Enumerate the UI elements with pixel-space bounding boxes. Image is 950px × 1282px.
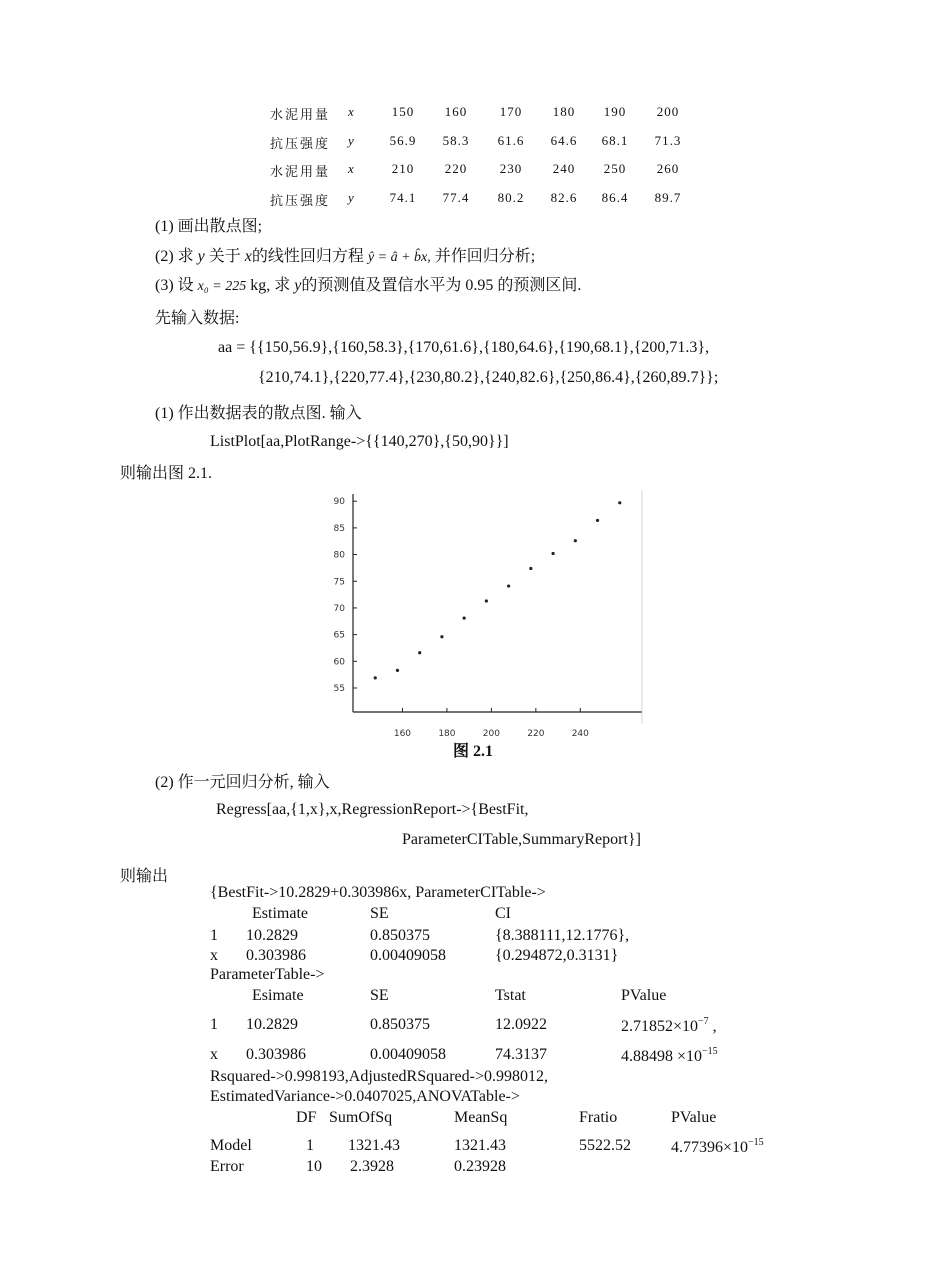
row1-var: x xyxy=(348,104,356,119)
regress-command-1: Regress[aa,{1,x},x,RegressionReport->{BestFit, xyxy=(216,801,529,818)
row3-value: 210 xyxy=(391,161,415,176)
data-point xyxy=(551,552,554,555)
y-tick-label: 60 xyxy=(333,657,345,668)
data-point xyxy=(418,651,421,654)
aa-line-1: aa = {{150,56.9},{160,58.3},{170,61.6},{180,64.6},{190,68.1},{200,71.3}, xyxy=(218,339,710,356)
estimated-variance-line: EstimatedVariance->0.0407025,ANOVATable-> xyxy=(210,1088,520,1105)
anova-header-meansq: MeanSq xyxy=(454,1109,508,1126)
pt-row-2-pvalue-mantissa: 4.88498 ×10 xyxy=(621,1048,703,1065)
ci-row-1-label: 1 xyxy=(210,927,218,944)
ci-header-ci: CI xyxy=(495,905,511,922)
y-tick-label: 70 xyxy=(333,603,345,614)
anova-header-fratio: Fratio xyxy=(579,1109,618,1126)
output-figure-text: 则输出图 2.1. xyxy=(120,465,213,482)
anova-header-sumofsq: SumOfSq xyxy=(329,1109,393,1126)
row1-value: 160 xyxy=(444,104,468,119)
q3-mid: 求 xyxy=(274,277,291,294)
anova-header-df: DF xyxy=(296,1109,317,1126)
row4-value: 82.6 xyxy=(550,190,578,205)
data-point xyxy=(618,501,621,504)
row2-value: 71.3 xyxy=(654,133,682,148)
x-tick-label: 240 xyxy=(571,729,589,739)
y-tick-label: 80 xyxy=(333,550,345,561)
pt-row-1-pvalue-mantissa: 2.71852×10 xyxy=(621,1018,699,1035)
x-tick-label: 200 xyxy=(482,729,500,739)
row2-value: 68.1 xyxy=(601,133,629,148)
listplot-command: ListPlot[aa,PlotRange->{{140,270},{50,90}}] xyxy=(210,433,509,450)
row1-value: 200 xyxy=(656,104,680,119)
x-tick-label: 160 xyxy=(393,729,412,739)
q3-var-y: y xyxy=(294,277,302,294)
pt-row-1-pvalue xyxy=(621,1016,717,1036)
row3-value: 230 xyxy=(499,161,523,176)
ci-row-2-label: x xyxy=(210,947,218,964)
y-tick-label: 55 xyxy=(333,683,345,694)
anova-model-sumofsq: 1321.43 xyxy=(348,1137,400,1154)
row4-value: 74.1 xyxy=(389,190,417,205)
x-tick-label: 180 xyxy=(438,729,456,739)
q2-equation: ŷ = â + b̂x, xyxy=(367,250,431,265)
pt-row-2-pvalue-exponent: −15 xyxy=(702,1046,718,1057)
data-point xyxy=(374,676,377,679)
anova-error-df: 10 xyxy=(306,1158,322,1175)
row2-var: y xyxy=(348,133,356,148)
ci-row-1-se: 0.850375 xyxy=(370,927,430,944)
row4-label: 抗压强度 xyxy=(270,193,331,208)
anova-model-label: Model xyxy=(210,1137,252,1154)
aa-line-2: {210,74.1},{220,77.4},{230,80.2},{240,82.6},{250,86.4},{260,89.7}}; xyxy=(258,369,719,386)
row4-value: 86.4 xyxy=(601,190,629,205)
anova-model-meansq: 1321.43 xyxy=(454,1137,506,1154)
q2-var-y: y xyxy=(197,248,205,265)
x-tick-label: 220 xyxy=(527,729,545,739)
pt-header-estimate: Esimate xyxy=(252,987,304,1004)
anova-header-pvalue: PValue xyxy=(671,1109,717,1126)
data-point xyxy=(440,635,443,638)
pt-row-1-label: 1 xyxy=(210,1016,218,1033)
y-tick-label: 90 xyxy=(333,497,345,508)
y-tick-label: 85 xyxy=(333,523,345,534)
anova-model-pvalue xyxy=(671,1137,764,1157)
q3-prefix: (3) 设 xyxy=(155,277,194,294)
row1-value: 190 xyxy=(603,104,627,119)
scatter-chart xyxy=(320,490,660,750)
q2-var-x: x xyxy=(244,248,252,265)
anova-model-df: 1 xyxy=(306,1137,314,1154)
regress-command-2: ParameterCITable,SummaryReport}] xyxy=(402,831,641,848)
q2-suffix: 并作回归分析; xyxy=(434,248,536,265)
row2-value: 56.9 xyxy=(389,133,417,148)
ci-header-se: SE xyxy=(370,905,389,922)
pt-row-1-pvalue-exponent: −7 xyxy=(698,1016,709,1027)
ci-row-1-estimate: 10.2829 xyxy=(246,927,298,944)
data-point xyxy=(463,616,466,619)
ci-row-2-se: 0.00409058 xyxy=(370,947,446,964)
row3-value: 250 xyxy=(603,161,627,176)
row4-var: y xyxy=(348,190,356,205)
y-tick-label: 65 xyxy=(333,630,345,641)
row3-value: 260 xyxy=(656,161,680,176)
data-point xyxy=(396,669,399,672)
row1-value: 170 xyxy=(499,104,523,119)
q2-mid1: 关于 xyxy=(208,248,241,265)
row2-label: 抗压强度 xyxy=(270,136,331,151)
anova-error-meansq: 0.23928 xyxy=(454,1158,506,1175)
row2-value: 61.6 xyxy=(497,133,525,148)
row2-value: 64.6 xyxy=(550,133,578,148)
step-1-text: (1) 作出数据表的散点图. 输入 xyxy=(155,405,362,422)
input-intro: 先输入数据: xyxy=(155,310,240,327)
row2-value: 58.3 xyxy=(442,133,470,148)
row3-var: x xyxy=(348,161,356,176)
step-2-text: (2) 作一元回归分析, 输入 xyxy=(155,774,330,791)
pt-row-2-pvalue xyxy=(621,1046,718,1066)
pt-row-1-tstat: 12.0922 xyxy=(495,1016,547,1033)
pt-row-2-estimate: 0.303986 xyxy=(246,1046,306,1063)
pt-row-1-se: 0.850375 xyxy=(370,1016,430,1033)
output-text: 则输出 xyxy=(120,868,169,885)
row4-value: 89.7 xyxy=(654,190,682,205)
pt-row-2-se: 0.00409058 xyxy=(370,1046,446,1063)
pt-row-2-label: x xyxy=(210,1046,218,1063)
pt-row-2-tstat: 74.3137 xyxy=(495,1046,547,1063)
figure-caption: 图 2.1 xyxy=(453,743,494,760)
row3-value: 240 xyxy=(552,161,576,176)
row1-value: 180 xyxy=(552,104,576,119)
ci-header-estimate: Estimate xyxy=(252,905,308,922)
q2-prefix: (2) 求 xyxy=(155,248,194,265)
row3-label: 水泥用量 xyxy=(270,164,331,179)
data-point xyxy=(507,584,510,587)
question-3 xyxy=(155,272,581,295)
q3-equation: x₀ = 225 xyxy=(197,279,247,294)
question-1: (1) 画出散点图; xyxy=(155,218,263,235)
bestfit-line: {BestFit->10.2829+0.303986x, ParameterCITable-> xyxy=(210,884,546,901)
data-point xyxy=(485,599,488,602)
data-point xyxy=(529,567,532,570)
row1-value: 150 xyxy=(391,104,415,119)
row1-label: 水泥用量 xyxy=(270,107,331,122)
data-point xyxy=(596,519,599,522)
anova-model-pvalue-mantissa: 4.77396×10 xyxy=(671,1139,749,1156)
anova-model-pvalue-exponent: −15 xyxy=(748,1137,764,1148)
data-point xyxy=(574,539,577,542)
pt-row-1-comma: , xyxy=(712,1018,717,1035)
row3-value: 220 xyxy=(444,161,468,176)
q3-suffix: 的预测值及置信水平为 0.95 的预测区间. xyxy=(301,277,582,294)
q3-unit: kg, xyxy=(250,277,271,294)
pt-row-1-estimate: 10.2829 xyxy=(246,1016,298,1033)
parameter-table-label: ParameterTable-> xyxy=(210,966,325,983)
ci-row-2-estimate: 0.303986 xyxy=(246,947,306,964)
q2-mid2: 的线性回归方程 xyxy=(251,248,364,265)
pt-header-tstat: Tstat xyxy=(495,987,526,1004)
row4-value: 77.4 xyxy=(442,190,470,205)
pt-header-pvalue: PValue xyxy=(621,987,667,1004)
anova-model-fratio: 5522.52 xyxy=(579,1137,631,1154)
row4-value: 80.2 xyxy=(497,190,525,205)
anova-error-sumofsq: 2.3928 xyxy=(350,1158,394,1175)
ci-row-1-ci: {8.388111,12.1776}, xyxy=(495,927,630,944)
anova-error-label: Error xyxy=(210,1158,244,1175)
pt-header-se: SE xyxy=(370,987,389,1004)
ci-row-2-ci: {0.294872,0.3131} xyxy=(495,947,619,964)
y-tick-label: 75 xyxy=(333,577,345,588)
rsquared-line: Rsquared->0.998193,AdjustedRSquared->0.998012, xyxy=(210,1068,549,1085)
question-2 xyxy=(155,243,535,266)
